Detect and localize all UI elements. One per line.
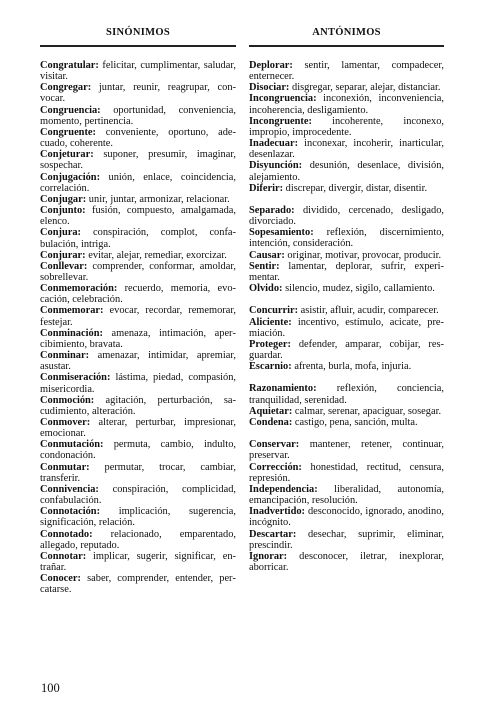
dictionary-entry <box>249 383 444 405</box>
entry-words: desconocer, iletrar, inexplorar, aborricar. <box>249 550 444 573</box>
entry-term: Conjugar: <box>40 193 87 205</box>
entry-words: relacionado, emparentado, allegado, reputado. <box>40 528 236 551</box>
entry-words: reflexión, discernimiento, intención, consideración. <box>249 227 444 250</box>
entry-words: desunión, desenlace, división, alejamiento. <box>249 160 444 183</box>
dictionary-entry <box>40 127 236 149</box>
entry-words: inconexión, inconveniencia, incoherencia, desligamiento. <box>249 93 444 116</box>
dictionary-entry <box>249 227 444 249</box>
entry-words: silencio, mudez, sigilo, callamiento. <box>285 283 435 295</box>
entry-term: Conjurar: <box>40 249 86 261</box>
dictionary-entry <box>40 484 236 506</box>
entry-term: Conjeturar: <box>40 149 94 161</box>
entry-term: Conjura: <box>40 227 81 239</box>
entry-term: Aquietar: <box>249 405 293 417</box>
entry-words: lástima, piedad, compasión, misericordia. <box>40 372 236 395</box>
entry-term: Causar: <box>249 249 285 261</box>
entry-words: permutar, trocar, cambiar, transferir. <box>40 461 236 484</box>
dictionary-entry <box>249 406 444 417</box>
dictionary-entry <box>40 506 236 528</box>
entry-term: Proteger: <box>249 338 291 350</box>
dictionary-entry <box>40 350 236 372</box>
entry-term: Descartar: <box>249 528 297 540</box>
entry-term: Inadecuar: <box>249 138 299 150</box>
entry-words: inconexar, incoherir, inarticular, desenlazar. <box>249 138 444 161</box>
dictionary-entry <box>40 462 236 484</box>
dictionary-entry <box>249 60 444 82</box>
dictionary-entry <box>40 261 236 283</box>
antonyms-heading: ANTÓNIMOS <box>312 27 381 38</box>
entry-words: calmar, serenar, apaciguar, sosegar. <box>294 405 442 417</box>
entry-words: alterar, perturbar, impresionar, emocionar. <box>40 417 236 440</box>
entry-term: Congruencia: <box>40 104 101 116</box>
entry-term: Congruente: <box>40 126 96 138</box>
entry-term: Conminar: <box>40 350 90 362</box>
entry-words: sentir, lamentar, compadecer, enternecer. <box>249 60 444 83</box>
dictionary-entry <box>40 250 236 261</box>
entry-term: Diferir: <box>249 182 284 194</box>
entry-group-gap <box>249 372 444 383</box>
entry-words: saber, comprender, entender, percatarse. <box>40 573 236 596</box>
entry-term: Concurrir: <box>249 305 299 317</box>
entry-words: liberalidad, autonomía, emancipación, resolución. <box>249 483 444 507</box>
entry-term: Congregar: <box>40 82 92 94</box>
dictionary-entry <box>40 328 236 350</box>
entry-words: asistir, afluir, acudir, comparecer. <box>300 305 439 317</box>
right-header-rule <box>249 45 444 47</box>
dictionary-entry <box>40 82 236 104</box>
dictionary-entry <box>249 183 444 194</box>
entry-term: Conjunto: <box>40 205 86 217</box>
entry-group-gap <box>249 194 444 205</box>
entry-term: Sentir: <box>249 260 280 272</box>
dictionary-entry <box>40 194 236 205</box>
entry-term: Conmemorar: <box>40 305 104 317</box>
entry-term: Sopesamiento: <box>249 227 314 239</box>
entry-term: Conmutación: <box>40 439 104 451</box>
entry-words: originar, motivar, provocar, producir. <box>287 249 442 261</box>
entry-term: Aliciente: <box>249 316 292 328</box>
entry-words: evocar, recordar, rememorar, festejar. <box>40 305 236 328</box>
entry-term: Conmover: <box>40 417 91 428</box>
dictionary-entry <box>249 82 444 93</box>
dictionary-entry <box>40 372 236 394</box>
entry-words: implicación, sugerencia, significación, relación. <box>40 506 236 529</box>
entry-words: unir, juntar, armonizar, relacionar. <box>88 193 230 205</box>
entry-words: incoherente, inconexo, impropio, improcedente. <box>249 115 444 138</box>
dictionary-entry <box>249 551 444 573</box>
entry-term: Corrección: <box>249 461 302 473</box>
entry-term: Conllevar: <box>40 260 88 272</box>
entry-term: Disyunción: <box>249 160 303 172</box>
entry-words: suponer, presumir, imaginar, sospechar. <box>40 149 236 172</box>
dictionary-entry <box>40 60 236 82</box>
dictionary-entry <box>40 573 236 595</box>
entry-term: Deplorar: <box>249 60 293 71</box>
entry-term: Conservar: <box>249 439 300 451</box>
entry-term: Conmutar: <box>40 461 90 473</box>
entry-words: lamentar, deplorar, sufrir, experimentar. <box>249 260 444 283</box>
dictionary-entry <box>249 261 444 283</box>
entry-words: desconocido, ignorado, anodino, incógnito. <box>249 506 444 529</box>
entry-term: Connivencia: <box>40 483 99 495</box>
entry-words: agitación, perturbación, sacudimiento, alteración. <box>40 394 236 417</box>
dictionary-entry <box>249 484 444 506</box>
dictionary-entry <box>40 439 236 461</box>
entry-term: Razonamiento: <box>249 383 317 395</box>
entry-words: disgregar, separar, alejar, distanciar. <box>292 82 441 94</box>
entry-words: reflexión, conciencia, tranquilidad, serenidad. <box>249 383 444 406</box>
entry-words: honestidad, rectitud, censura, represión. <box>249 461 444 484</box>
synonyms-column <box>40 60 236 596</box>
dictionary-entry <box>249 93 444 115</box>
dictionary-entry <box>249 462 444 484</box>
dictionary-entry <box>249 250 444 261</box>
entry-term: Condena: <box>249 416 293 428</box>
entry-term: Separado: <box>249 205 295 217</box>
entry-words: felicitar, cumplimentar, saludar, visitar. <box>40 60 236 83</box>
entry-words: juntar, reunir, reagrupar, convocar. <box>40 82 236 105</box>
entry-term: Conocer: <box>40 573 81 585</box>
entry-words: desechar, suprimir, eliminar, prescindir. <box>249 528 444 551</box>
entry-term: Conmoción: <box>40 394 95 406</box>
entry-term: Olvido: <box>249 283 283 295</box>
entry-words: comprender, conformar, amoldar, sobrellevar. <box>40 260 236 283</box>
entry-term: Congratular: <box>40 60 99 71</box>
entry-term: Conmemoración: <box>40 283 118 295</box>
entry-term: Incongruencia: <box>249 93 317 105</box>
dictionary-entry <box>249 205 444 227</box>
dictionary-entry <box>40 227 236 249</box>
entry-term: Inadvertido: <box>249 506 305 518</box>
entry-words: recuerdo, memoria, evocación, celebración. <box>40 283 236 306</box>
dictionary-entry <box>40 283 236 305</box>
entry-words: defender, amparar, cobijar, resguardar. <box>249 338 444 362</box>
entry-term: Conmiseración: <box>40 372 111 384</box>
dictionary-entry <box>249 339 444 361</box>
entry-words: dividido, cercenado, desligado, divorciado. <box>249 205 444 228</box>
dictionary-entry <box>40 529 236 551</box>
entry-term: Conjugación: <box>40 171 101 183</box>
dictionary-entry <box>40 305 236 327</box>
entry-term: Connotar: <box>40 550 87 562</box>
dictionary-entry <box>249 317 444 339</box>
dictionary-entry <box>249 116 444 138</box>
entry-term: Escarnio: <box>249 361 292 373</box>
dictionary-entry <box>40 149 236 171</box>
entry-term: Ignorar: <box>249 550 288 562</box>
entry-words: discrepar, divergir, distar, disentir. <box>285 182 428 194</box>
entry-words: conspiración, complot, confabulación, intriga. <box>40 227 236 250</box>
dictionary-entry <box>249 439 444 461</box>
dictionary-entry <box>40 172 236 194</box>
entry-term: Independencia: <box>249 483 318 495</box>
entry-words: permuta, cambio, indulto, condonación. <box>40 439 236 462</box>
entry-words: implicar, sugerir, significar, entrañar. <box>40 550 236 574</box>
entry-words: incentivo, estímulo, acicate, premiación. <box>249 316 444 339</box>
dictionary-entry <box>40 105 236 127</box>
dictionary-entry <box>249 283 444 294</box>
entry-words: evitar, alejar, remediar, exorcizar. <box>88 249 227 261</box>
dictionary-entry <box>249 417 444 428</box>
entry-words: conveniente, oportuno, adecuado, coherente. <box>40 126 236 150</box>
synonyms-heading: SINÓNIMOS <box>106 27 170 38</box>
entry-words: fusión, compuesto, amalgamada, elenco. <box>40 205 236 228</box>
entry-group-gap <box>249 294 444 305</box>
antonyms-column <box>249 60 444 573</box>
dictionary-entry <box>40 205 236 227</box>
dictionary-entry <box>249 361 444 372</box>
dictionary-entry <box>40 395 236 417</box>
entry-words: amenaza, intimación, apercibimiento, bravata. <box>40 327 236 350</box>
entry-words: unión, enlace, coincidencia, correlación. <box>40 171 236 194</box>
entry-words: amenazar, intimidar, apremiar, asustar. <box>40 350 236 373</box>
entry-words: castigo, pena, sanción, multa. <box>294 416 418 428</box>
entry-term: Disociar: <box>249 82 290 94</box>
dictionary-entry <box>249 138 444 160</box>
entry-words: conspiración, complicidad, confabulación. <box>40 483 236 507</box>
dictionary-entry <box>249 160 444 182</box>
page-number: 100 <box>41 681 60 695</box>
entry-term: Incongruente: <box>249 115 312 127</box>
dictionary-entry <box>249 305 444 316</box>
dictionary-entry <box>40 551 236 573</box>
dictionary-entry <box>40 417 236 439</box>
dictionary-entry <box>249 529 444 551</box>
entry-term: Connotación: <box>40 506 101 518</box>
entry-group-gap <box>249 428 444 439</box>
dictionary-entry <box>249 506 444 528</box>
entry-term: Connotado: <box>40 528 93 540</box>
entry-words: oportunidad, conveniencia, momento, pertinencia. <box>40 104 236 127</box>
left-header-rule <box>40 45 236 47</box>
entry-term: Conminación: <box>40 327 103 339</box>
entry-words: afrenta, burla, mofa, injuria. <box>294 361 412 373</box>
entry-words: mantener, retener, continuar, preservar. <box>249 439 444 462</box>
